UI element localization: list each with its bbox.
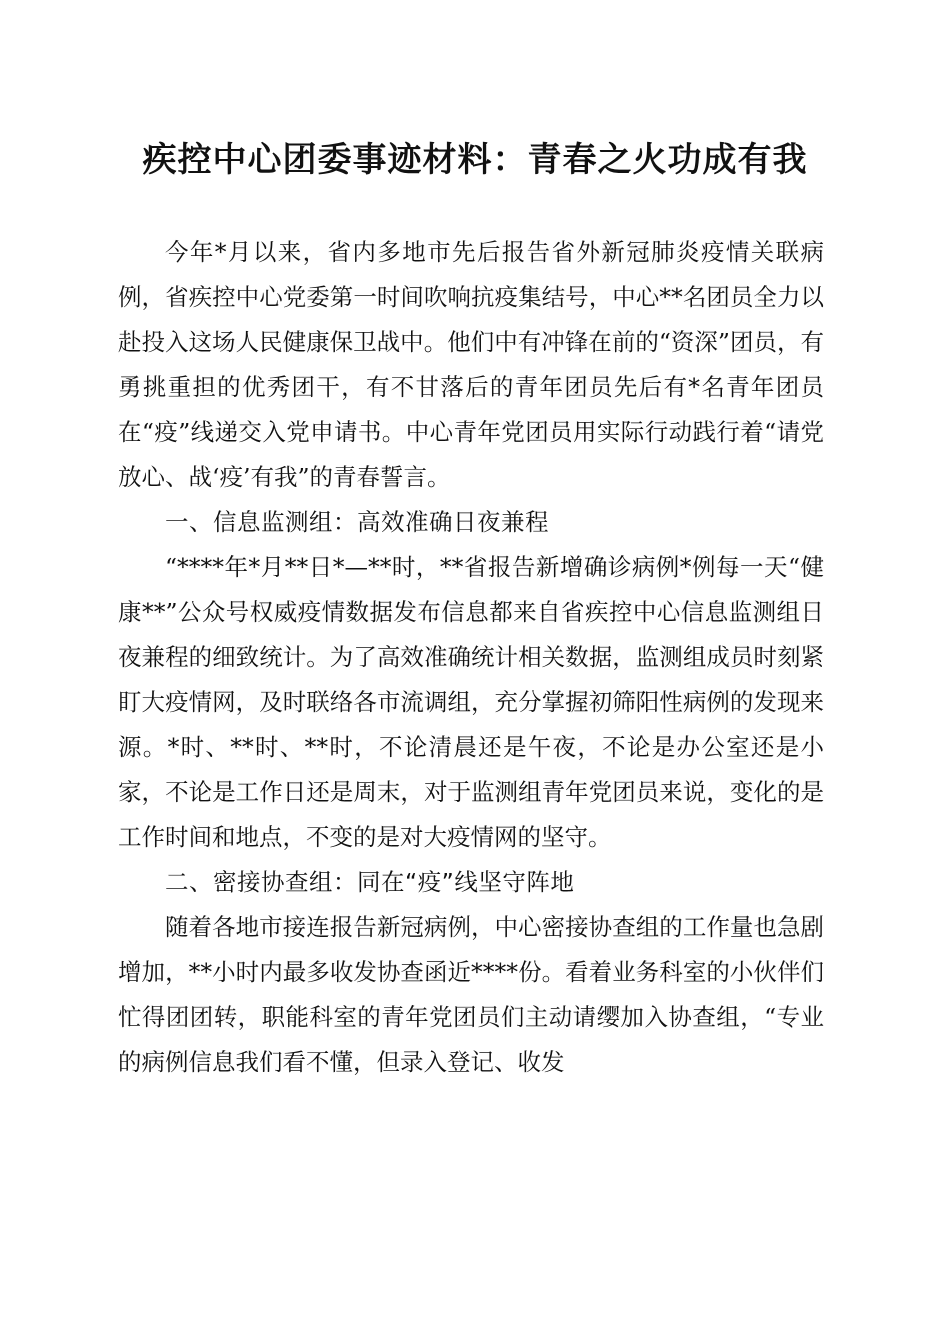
document-body <box>118 230 824 1085</box>
section-heading-1: 一、信息监测组：高效准确日夜兼程 <box>165 508 549 536</box>
section-heading-2: 二、密接协查组：同在“疫”线坚守阵地 <box>165 868 575 896</box>
document-title: 疾控中心团委事迹材料：青春之火功成有我 <box>142 140 808 180</box>
paragraph-intro: 今年*月以来，省内多地市先后报告省外新冠肺炎疫情关联病例，省疾控中心党委第一时间吹响抗疫集结号，中心**名团员全力以赴投入这场人民健康保卫战中。他们中有冲锋在前的“资深”团员，有勇挑重担的优秀团干，有不甘落后的青年团员先后有*名青年团员在“疫”线递交入党申请书。中心青年党团员用实际行动践行着“请党放心、战‘疫’有我”的青春誓言。 <box>118 238 824 491</box>
paragraph-section-2: 随着各地市接连报告新冠病例，中心密接协查组的工作量也急剧增加，**小时内最多收发协查函近****份。看着业务科室的小伙伴们忙得团团转，职能科室的青年党团员们主动请缨加入协查组，“专业的病例信息我们看不懂，但录入登记、收发 <box>118 913 824 1076</box>
paragraph-section-1: “****年*月**日*—**时，**省报告新增确诊病例*例每一天“健康**”公众号权威疫情数据发布信息都来自省疾控中心信息监测组日夜兼程的细致统计。为了高效准确统计相关数据，监测组成员时刻紧盯大疫情网，及时联络各市流调组，充分掌握初筛阳性病例的发现来源。*时、**时、**时，不论清晨还是午夜，不论是办公室还是小家，不论是工作日还是周末，对于监测组青年党团员来说，变化的是工作时间和地点，不变的是对大疫情网的坚守。 <box>118 553 824 851</box>
